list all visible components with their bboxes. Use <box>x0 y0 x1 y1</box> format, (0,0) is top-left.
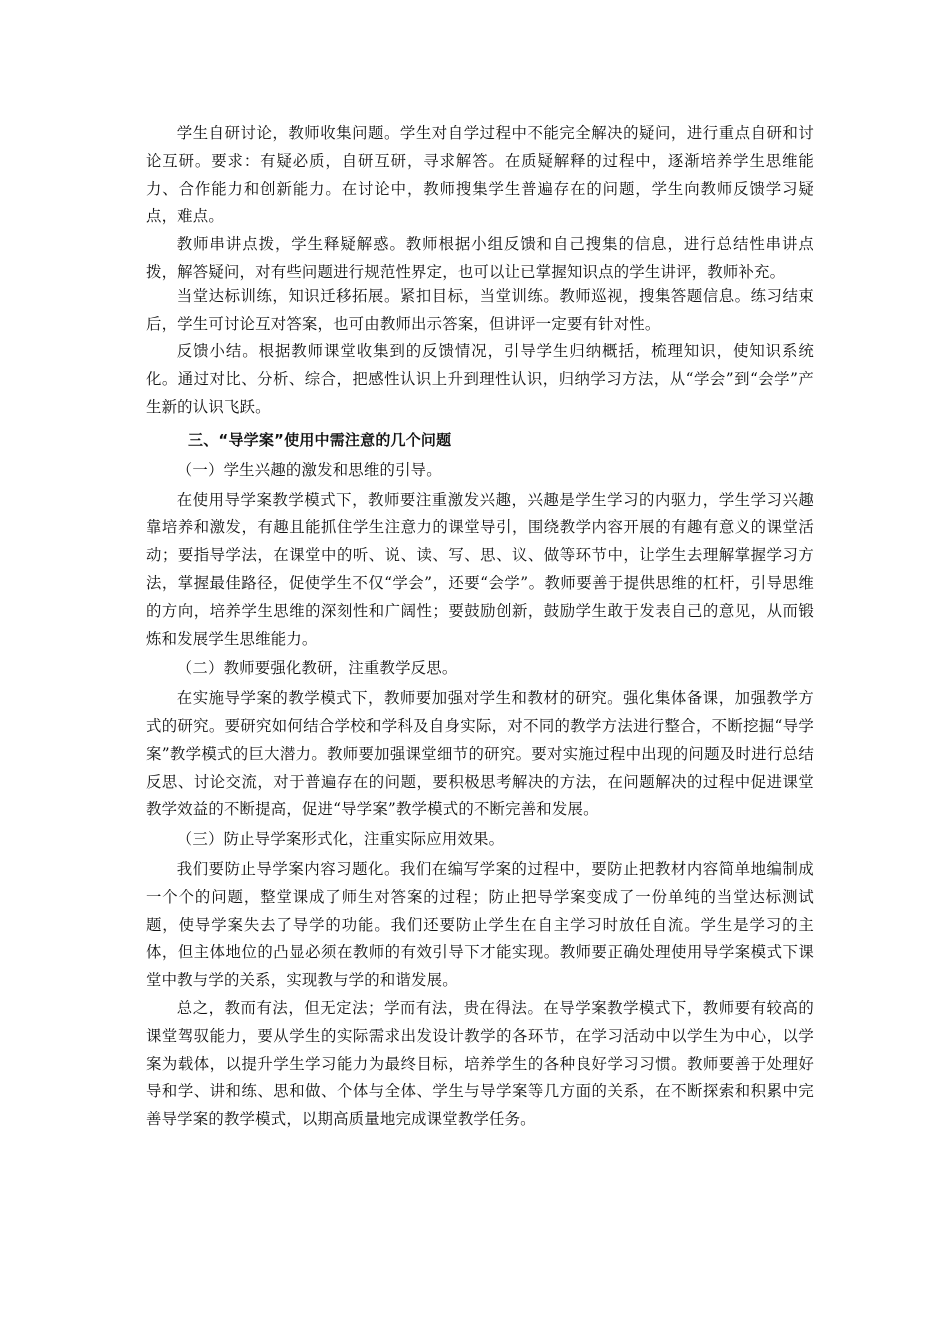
paragraph-feedback-summary: 反馈小结。根据教师课堂收集到的反馈情况，引导学生归纳概括，梳理知识，使知识系统化。通过对比、分析、综合，把感性认识上升到理性认识，归纳学习方法，从“学会”到“会学”产生新的认识飞跃。 <box>146 342 814 416</box>
section-heading-3: 三、“导学案”使用中需注意的几个问题 <box>188 430 452 449</box>
paragraph-teacher-guidance: 教师串讲点拨，学生释疑解惑。教师根据小组反馈和自己搜集的信息，进行总结性串讲点拨，解答疑问，对有些问题进行规范性界定，也可以让已掌握知识点的学生讲评，教师补充。 <box>146 235 814 281</box>
subheading-2: （二）教师要强化教研，注重教学反思。 <box>176 659 458 678</box>
document-page <box>146 120 814 1134</box>
paragraph-classroom-training: 当堂达标训练，知识迁移拓展。紧扣目标，当堂训练。教师巡视，搜集答题信息。练习结束后，学生可讨论互对答案，也可由教师出示答案，但讲评一定要有针对性。 <box>146 286 814 333</box>
subheading-1: （一）学生兴趣的激发和思维的引导。 <box>176 460 442 479</box>
paragraph-interest-thinking: 在使用导学案教学模式下，教师要注重激发兴趣，兴趣是学生学习的内驱力，学生学习兴趣靠培养和激发，有趣且能抓住学生注意力的课堂导引，围绕教学内容开展的有趣有意义的课堂活动；要指导学法，在课堂中的听、说、读、写、思、议、做等环节中，让学生去理解掌握学习方法，掌握最佳路径，促使学生不仅“学会”，还要“会学”。教师要善于提供思维的杠杆，引导思维的方向，培养学生思维的深刻性和广阔性；要鼓励创新，鼓励学生敢于发表自己的意见，从而锻炼和发展学生思维能力。 <box>146 490 814 648</box>
paragraph-conclusion: 总之，教而有法，但无定法；学而有法，贵在得法。在导学案教学模式下，教师要有较高的课堂驾驭能力，要从学生的实际需求出发设计教学的各环节，在学习活动中以学生为中心，以学案为载体，以提升学生学习能力为最终目标，培养学生的各种良好学习习惯。教师要善于处理好导和学、讲和练、思和做、个体与全体、学生与导学案等几方面的关系，在不断探索和积累中完善导学案的教学模式，以期高质量地完成课堂教学任务。 <box>146 998 814 1129</box>
subheading-3: （三）防止导学案形式化，注重实际应用效果。 <box>176 830 505 849</box>
paragraph-self-study-discussion: 学生自研讨论，教师收集问题。学生对自学过程中不能完全解决的疑问，进行重点自研和讨论互研。要求：有疑必质，自研互研，寻求解答。在质疑解释的过程中，逐渐培养学生思维能力、合作能力和创新能力。在讨论中，教师搜集学生普遍存在的问题，学生向教师反馈学习疑点，难点。 <box>146 124 814 226</box>
paragraph-teaching-research: 在实施导学案的教学模式下，教师要加强对学生和教材的研究。强化集体备课，加强教学方式的研究。要研究如何结合学校和学科及自身实际，对不同的教学方法进行整合，不断挖掘“导学案”教学模式的巨大潜力。教师要加强课堂细节的研究。要对实施过程中出现的问题及时进行总结反思、讨论交流，对于普遍存在的问题，要积极思考解决的方法，在问题解决的过程中促进课堂教学效益的不断提高，促进“导学案”教学模式的不断完善和发展。 <box>146 689 814 819</box>
paragraph-prevent-formalization: 我们要防止导学案内容习题化。我们在编写学案的过程中，要防止把教材内容简单地编制成一个个的问题，整堂课成了师生对答案的过程；防止把导学案变成了一份单纯的当堂达标测试题，使导学案失去了导学的功能。我们还要防止学生在自主学习时放任自流。学生是学习的主体，但主体地位的凸显必须在教师的有效引导下才能实现。教师要正确处理使用导学案模式下课堂中教与学的关系，实现教与学的和谐发展。 <box>146 859 814 990</box>
